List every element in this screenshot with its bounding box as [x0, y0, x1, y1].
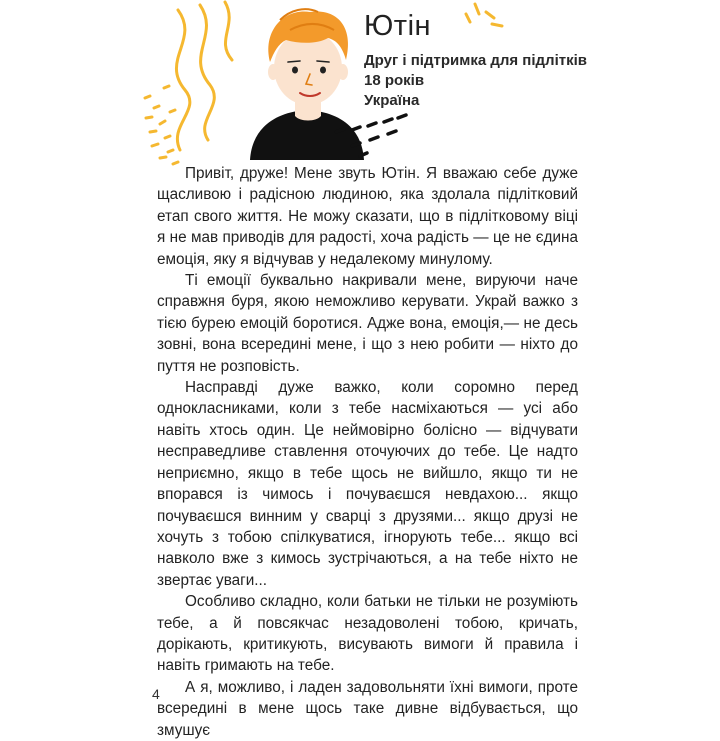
character-name: Ютін — [364, 10, 432, 42]
character-age: 18 років — [364, 72, 425, 89]
decorative-swirl-1 — [176, 10, 189, 150]
right-eye — [320, 67, 326, 74]
body-text — [157, 163, 578, 741]
paragraph: Насправді дуже важко, коли соромно перед однокласниками, коли з тебе насміхаються — усі або навіть хтось один. Це неймовірно болісно — відчувати несправедливе ставлення оточуючих до тебе. Це надто неприємно, якщо в тебе щось не вийшло, якщо ти не впорався із чимось і почуваєшся невдахою... якщо почуваєшся винним у сварці з друзями... якщо друзі не хочуть з тобою спілкуватися, ігнорують тебе... якщо всі навколо вже з кимось зустрічаються, а на тебе ніхто не звертає уваги... — [157, 379, 578, 589]
paragraph: Ті емоції буквально накривали мене, вируючи наче справжня буря, якою неможливо керувати. Украй важко з тією бурею емоцій боротися. Адже вона, емоція,— не десь зовні, вона всередині мене, і що з нею робити — ніхто до пуття не розповість. — [157, 272, 578, 375]
left-eye — [292, 67, 298, 74]
character-country: Україна — [364, 92, 420, 109]
paragraph: Особливо складно, коли батьки не тільки не розуміють тебе, а й повсякчас незадоволені тобою, кричать, дорікають, критикують, висувають вимоги й правила і навіть гримають на тебе. — [157, 593, 578, 675]
paragraph: А я, можливо, і ладен задовольняти їхні вимоги, проте всередині в мене щось таке дивне відбувається, що змушує — [157, 678, 578, 739]
character-role: Друг і підтримка для підлітків — [364, 52, 587, 69]
decorative-swirl-2 — [200, 5, 214, 140]
paragraph: Привіт, друже! Мене звуть Ютін. Я вважаю себе дуже щасливою і радісною людиною, яка здолала підлітковий етап свого життя. Не можу сказати, що в підлітковому віці я не мав приводів для радості, хоча радість — це не єдина емоція, яку я відчував у недалекому минулому. — [157, 165, 578, 268]
decorative-swirl-3 — [225, 2, 232, 60]
page-number: 4 — [152, 686, 160, 702]
character-info — [364, 10, 587, 111]
decorative-dashes — [145, 86, 178, 164]
